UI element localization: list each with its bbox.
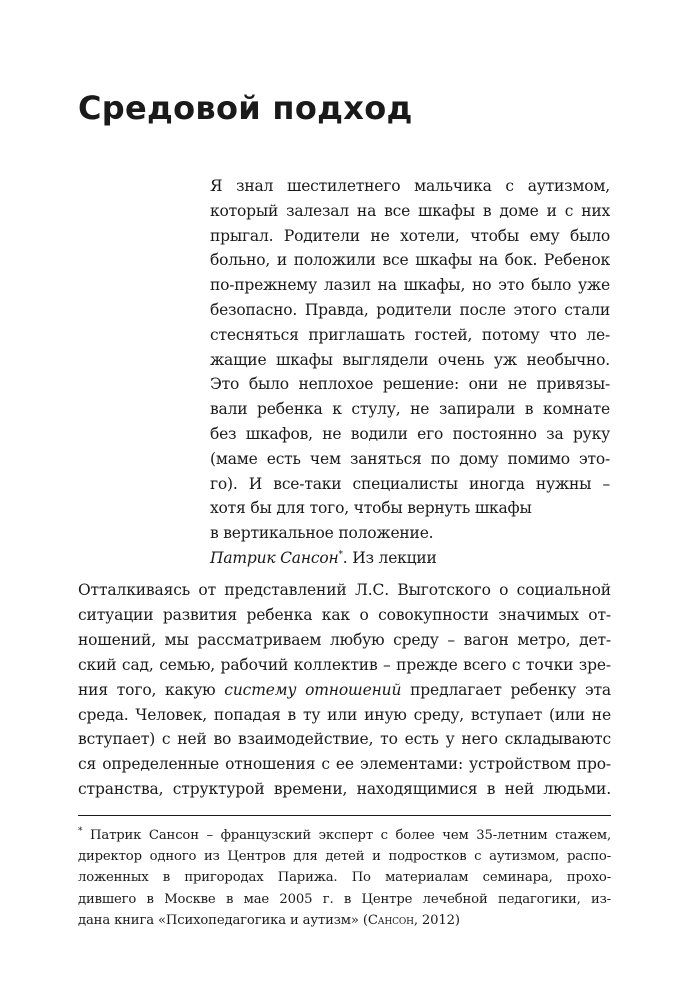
epigraph-line: прыгал. Родители не хотели, чтобы ему было (210, 226, 610, 245)
body-line: ский сад, семью, рабочий коллектив – прежде всего с точки зре- (78, 655, 611, 674)
footnote-line: дившего в Москве в мае 2005 г. в Центре лечебной педагогики, из- (78, 891, 611, 907)
epigraph-line: го). И все-таки специалисты иногда нужны – (210, 474, 610, 493)
section-heading: Средовой подход (78, 89, 413, 127)
epigraph-author: Патрик Сансон (210, 548, 339, 567)
epigraph-line: Это было неплохое решение: они не привязы- (210, 375, 610, 394)
body-line: ситуации развития ребенка как о совокупности значимых от- (78, 605, 611, 624)
footnote-line (78, 910, 611, 931)
epigraph-line: (маме есть чем заняться по дому помимо это- (210, 449, 610, 468)
epigraph-line: в вертикальное положение. (210, 524, 434, 543)
epigraph-line: Я знал шестилетнего мальчика с аутизмом, (210, 177, 610, 195)
footnote-mark: * (78, 826, 83, 837)
body-line: ся определенные отношения с ее элементами: устройством про- (78, 755, 611, 774)
footnote-text-run: дана книга «Психопедагогика и аутизм» ( (78, 912, 368, 928)
epigraph-line: без шкафов, не водили его постоянно за руку (210, 424, 610, 443)
epigraph-line: который залезал на все шкафы в доме и с них (210, 201, 610, 220)
footnote (78, 825, 611, 931)
epigraph-line: вали ребенка к стулу, не запирали в комнате (210, 400, 610, 419)
body-line: странства, структурой времени, находящимися в ней людьми. (78, 780, 611, 799)
body-line (78, 678, 611, 703)
epigraph-line: стесняться приглашать гостей, потому что ле- (210, 325, 610, 344)
emphasis-term: систему отношений (224, 680, 402, 699)
body-line: среда. Человек, попадая в ту или иную среду, вступает (или не (78, 705, 611, 724)
epigraph-line: хотя бы для того, чтобы вернуть шкафы (210, 499, 532, 518)
footnote-divider (78, 815, 611, 816)
epigraph-line: безопасно. Правда, родители после этого стали (210, 300, 610, 319)
body-line: вступает) с ней во взаимодействие, то есть у него складываютс (78, 730, 611, 749)
author-name-smallcaps: Сансон (367, 912, 414, 928)
body-line: ношений, мы рассматриваем любую среду – вагон метро, дет- (78, 630, 611, 649)
footnote-reference[interactable]: * (338, 549, 343, 560)
footnote-line (78, 825, 611, 846)
footnote-line: ложенных в пригородах Парижа. По материалам семинара, прохо- (78, 870, 611, 886)
epigraph-attribution (210, 546, 610, 571)
footnote-text-run: Патрик Сансон – французский эксперт с более чем 35-летним стажем, (82, 828, 611, 843)
footnote-line: директор одного из Центров для детей и подростков с аутизмом, распо- (78, 849, 611, 865)
footnote-text-run: , 2012) (413, 912, 460, 928)
epigraph-line: по-прежнему лазил на шкафы, но это было уже (210, 276, 610, 295)
epigraph (210, 174, 610, 571)
body-text-run: ния того, какую (78, 680, 225, 699)
body-paragraph (78, 578, 611, 802)
epigraph-source: . Из лекции (342, 548, 437, 567)
body-line: Отталкиваясь от представлений Л.С. Выготского о социальной (78, 581, 611, 599)
epigraph-line: больно, и положили все шкафы на бок. Ребенок (210, 251, 610, 270)
body-text-run: предлагает ребенку эта (401, 680, 612, 699)
epigraph-line: жащие шкафы выглядели очень уж необычно. (210, 350, 610, 369)
